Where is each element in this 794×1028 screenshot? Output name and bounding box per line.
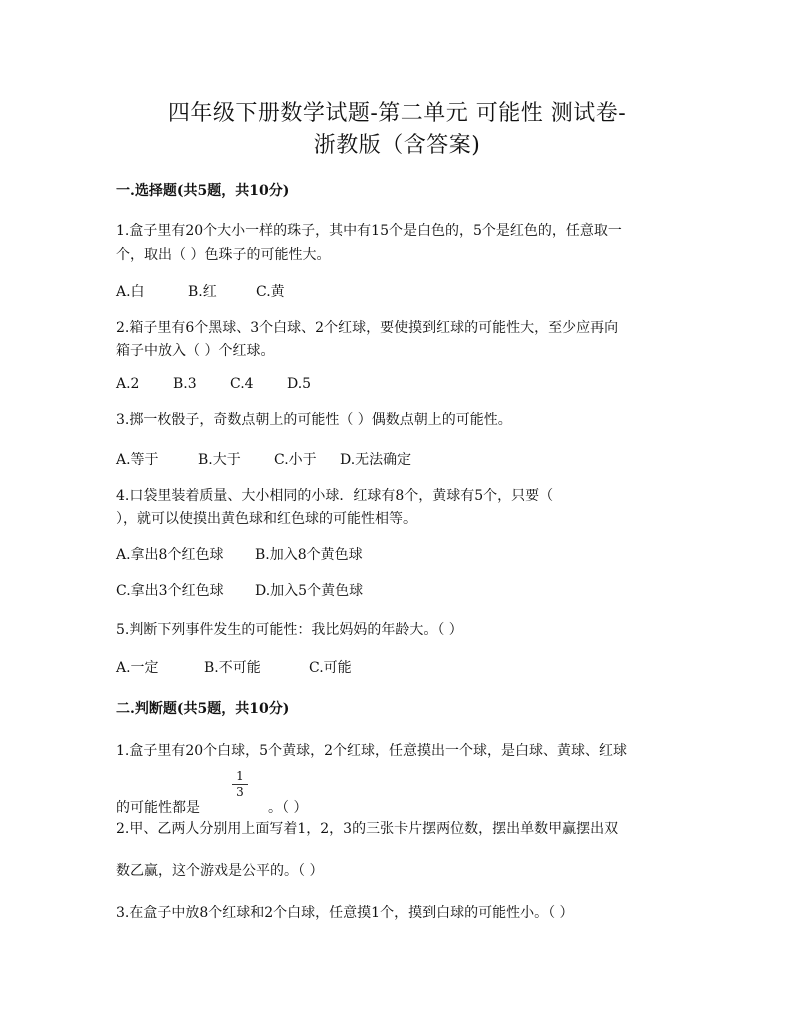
judgement-3-text: 3.在盒子中放8个红球和2个白球，任意摸1个，摸到白球的可能性小。（ ） bbox=[116, 905, 574, 921]
document-title-line2: 浙教版（含答案) bbox=[313, 133, 481, 158]
question-2-text-cont: 箱子中放入（ ）个红球。 bbox=[116, 343, 275, 359]
option-b: B.3 bbox=[173, 376, 197, 392]
option-b: B.红 bbox=[188, 284, 217, 300]
question-1-text: 1.盒子里有20个大小一样的珠子，其中有15个是白色的，5个是红色的，任意取一 bbox=[116, 223, 622, 239]
question-1-text-cont: 个，取出（ ）色珠子的可能性大。 bbox=[116, 247, 331, 263]
question-4-options-row2 bbox=[116, 580, 363, 600]
question-4-options-row1 bbox=[116, 544, 363, 564]
option-a: A.等于 bbox=[116, 452, 159, 468]
question-5-text: 5.判断下列事件发生的可能性：我比妈妈的年龄大。（ ） bbox=[116, 622, 463, 638]
option-b: B.加入8个黄色球 bbox=[255, 547, 363, 563]
question-2-text: 2.箱子里有6个黑球、3个白球、2个红球，要使摸到红球的可能性大，至少应再向 bbox=[116, 320, 619, 336]
option-d: D.5 bbox=[287, 376, 312, 392]
question-1-options bbox=[116, 281, 285, 301]
question-4-text-cont: ），就可以使摸出黄色球和红色球的可能性相等。 bbox=[116, 511, 417, 527]
option-a: A.2 bbox=[116, 376, 140, 392]
question-5-options bbox=[116, 657, 352, 677]
option-b: B.大于 bbox=[198, 452, 241, 468]
fraction-numerator: 1 bbox=[236, 769, 244, 783]
option-a: A.拿出8个红色球 bbox=[116, 547, 224, 563]
judgement-1-text: 1.盒子里有20个白球，5个黄球，2个红球，任意摸出一个球，是白球、黄球、红球 bbox=[116, 743, 627, 759]
option-d: D.加入5个黄色球 bbox=[255, 583, 364, 599]
judgement-2-text: 2.甲、乙两人分别用上面写着1，2，3的三张卡片摆两位数，摆出单数甲赢摆出双 bbox=[116, 821, 619, 837]
fraction-one-third bbox=[232, 770, 248, 799]
option-c: C.拿出3个红色球 bbox=[116, 583, 224, 599]
option-a: A.一定 bbox=[116, 660, 159, 676]
document-title-line1: 四年级下册数学试题-第二单元 可能性 测试卷- bbox=[167, 101, 627, 126]
section-heading-choice: 一.选择题(共5题，共10分) bbox=[116, 183, 290, 199]
question-3-options bbox=[116, 449, 411, 469]
option-a: A.白 bbox=[116, 284, 145, 300]
question-2-options bbox=[116, 376, 311, 392]
question-3-text: 3.掷一枚骰子，奇数点朝上的可能性（ ）偶数点朝上的可能性。 bbox=[116, 412, 512, 428]
question-4-text: 4.口袋里装着质量、大小相同的小球．红球有8个，黄球有5个，只要（ bbox=[116, 488, 554, 504]
option-c: C.4 bbox=[230, 376, 254, 392]
option-d: D.无法确定 bbox=[340, 452, 412, 468]
option-c: C.黄 bbox=[256, 284, 285, 300]
judgement-1-text-after: 。（ ） bbox=[268, 800, 308, 816]
section-heading-judgement: 二.判断题(共5题，共10分) bbox=[116, 701, 290, 717]
fraction-denominator: 3 bbox=[236, 785, 244, 799]
option-b: B.不可能 bbox=[204, 660, 261, 676]
option-c: C.可能 bbox=[309, 660, 352, 676]
option-c: C.小于 bbox=[274, 452, 317, 468]
judgement-1-text-before: 的可能性都是 bbox=[116, 800, 200, 816]
judgement-2-text-cont: 数乙赢，这个游戏是公平的。（ ） bbox=[116, 863, 324, 879]
